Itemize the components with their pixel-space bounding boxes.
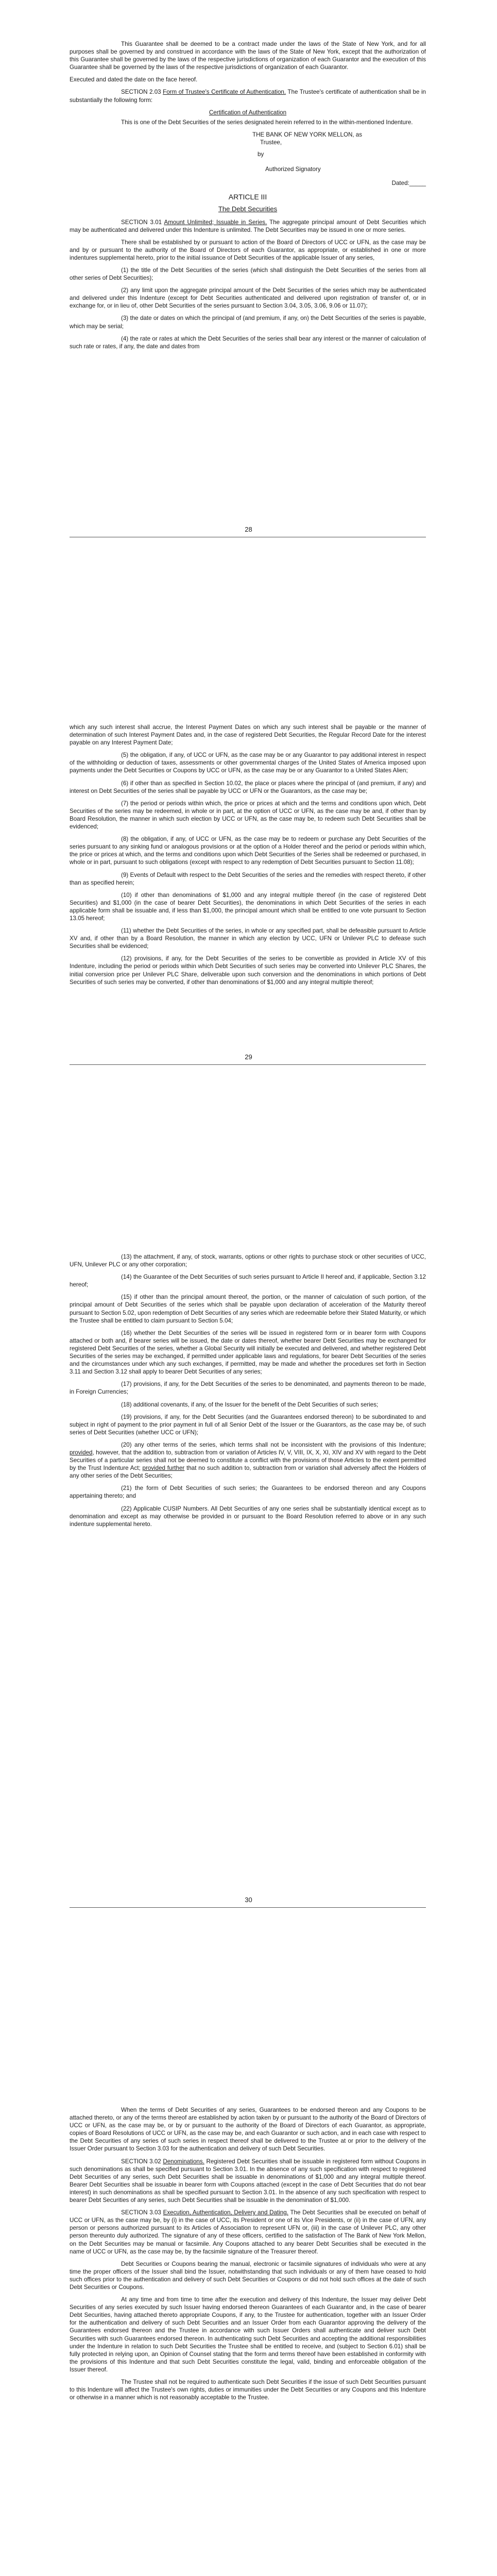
list-item-5: (5) the obligation, if any, of UCC or UFN, as the case may be or any Guarantor to pay additional interest in respect of the withholding or deduction of taxes, assessments or other governmental charges of the United States of America imposed upon payments under the Debt Securities or Coupons by UCC or UFN, as the case may be or any Guarantor to a United States Alien; (70, 752, 426, 774)
section-3-03-text: The Debt Securities shall be executed on behalf of UCC or UFN, as the case may be, by (i) in the case of UCC, its President or one of its Vice Presidents, or (ii) in the case of UFN, any person or persons authorized pursuant to its Articles of Association to represent UFN or, (iii) in the case of Unilever PLC, any other person thereunto duly authorized. The signature of any of these officers, certified to the satisfaction of The Bank of New York Mellon, on the Debt Securities may be manual or facsimile. Any Coupons attached to any bearer Debt Securities shall be executed in the name of UCC or UFN, as the case may be, by the facsimile signature of the Treasurer thereof. (70, 2209, 426, 2255)
article-title: The Debt Securities (218, 205, 278, 213)
coupons-signature-paragraph: Debt Securities or Coupons bearing the manual, electronic or facsimile signatures of individuals who were at any time the proper officers of the Issuer shall bind the Issuer, notwithstanding that such individuals or any of them have ceased to hold such offices prior to the authentication and delivery of such Debt Securities or Coupons or did not hold such offices at the date of such Debt Securities or Coupons. (70, 2260, 426, 2291)
page-28-content (70, 40, 426, 350)
certificate-title: Certification of Authentication (209, 109, 287, 116)
list-item-2: (2) any limit upon the aggregate principal amount of the Debt Securities of the series which may be authenticated and delivered under this Indenture (except for Debt Securities authenticated and delivered upon registration of transfer of, or in exchange for, or in lieu of, other Debt Securities of the series pursuant to Section 3.04, 3.05, 3.06, 9.06 or 11.07); (70, 287, 426, 310)
section-3-01-title: Amount Unlimited; Issuable in Series. (164, 218, 267, 226)
signature-block (252, 131, 426, 187)
page-30-rule (70, 1907, 426, 1908)
list-item-13: (13) the attachment, if any, of stock, warrants, options or other rights to purchase stock or other securities of UCC, UFN, Unilever PLC or any other corporation; (70, 1253, 426, 1268)
executed-dated-paragraph: Executed and dated the date on the face hereof. (70, 76, 198, 83)
section-3-02-title: Denominations. (163, 2158, 204, 2165)
signature-bank: THE BANK OF NEW YORK MELLON, as (252, 131, 363, 138)
section-3-03-paragraph (70, 2209, 426, 2256)
list-item-12: (12) provisions, if any, for the Debt Securities of the series to be convertible as provided in Article XV of this Indenture, including the period or periods within which Debt Securities of such series may be converted into Unilever PLC Shares, the initial conversion price per Unilever PLC Share, deliverable upon such conversion and the denominations in which portions of Debt Securities of such series may be converted, if other than denominations of $1,000 and any integral multiple thereof; (70, 955, 426, 986)
page-29-content (70, 723, 426, 986)
list-item-9: (9) Events of Default with respect to the Debt Securities of the series and the remedies with respect thereto, if other than as specified herein; (70, 871, 426, 886)
list-item-17: (17) provisions, if any, for the Debt Securities of the series to be denominated, and payments thereon to be made, in Foreign Currencies; (70, 1381, 426, 1396)
article-heading: ARTICLE III (228, 193, 267, 201)
item-20-provided-further: provided further (142, 1465, 185, 1472)
page-31 (0, 2106, 497, 2406)
section-3-01-paragraph (70, 218, 426, 234)
section-3-02-text: Registered Debt Securities shall be issuable in registered form without Coupons in such denominations as shall be specified pursuant to Section 3.01. In the absence of any such specification with respect to registered Debt Securities of any series, such Debt Securities shall be issuable in denominations of $1,000 and any integral multiple thereof. Bearer Debt Securities shall be issuable in bearer form with Coupons attached (except in the case of Debt Securities that do not bear interest) in such denominations as shall be specified pursuant to Section 3.01. In the absence of any such specification with respect to bearer Debt Securities of any series, such Debt Securities shall be issuable in the denomination of $1,000. (70, 2158, 426, 2204)
list-item-6: (6) if other than as specified in Section 10.02, the place or places where the principal of (and premium, if any) and interest on Debt Securities of the series shall be payable by UCC or UFN or the Guarantors, as the case may be; (70, 779, 426, 794)
page-29 (0, 723, 497, 991)
signature-by: by (258, 151, 264, 158)
governing-law-paragraph: This Guarantee shall be deemed to be a contract made under the laws of the State of New York, and for all purposes shall be governed by and construed in accordance with the laws of the State of New York, except that the authorization of this Guarantee shall be governed by the laws of the respective jurisdictions of organization of each Guarantor and the execution of this Guarantee shall be governed by the laws of the respective jurisdictions of organization of each Guarantor. (70, 41, 426, 71)
section-3-02-number: SECTION 3.02 (121, 2158, 163, 2165)
list-item-8: (8) the obligation, if any, of UCC or UFN, as the case may be to redeem or purchase any Debt Securities of the series pursuant to any sinking fund or analogous provisions or at the option of a Holder thereof and the period or periods within which, the price or prices at which, and the terms and conditions upon which Debt Securities of the Series shall be redeemed or purchased, in whole or in part, pursuant to such obligations (except with respect to any redemption of Debt Securities pursuant to Section 11.08); (70, 836, 426, 866)
list-item-4: (4) the rate or rates at which the Debt Securities of the series shall bear any interest or the manner of calculation of such rate or rates, if any, the date and dates from (70, 335, 426, 350)
item-20-text-c: that no such addition to, subtraction from or variation shall adversely affect the Holders of any other series of the Debt Securities; (70, 1465, 426, 1480)
list-item-3: (3) the date or dates on which the principal of (and premium, if any, on) the Debt Securities of the series is payable, which may be serial; (70, 315, 426, 330)
list-item-22: (22) Applicable CUSIP Numbers. All Debt Securities of any one series shall be substantially identical except as to denomination and except as may otherwise be provided in or pursuant to the Board Resolution referred to above or in any such indenture supplemental hereto. (70, 1505, 426, 1528)
section-3-01-text: The aggregate principal amount of Debt Securities which may be authenticated and delivered under this Indenture is unlimited. The Debt Securities may be issued in one or more series. (70, 218, 426, 233)
list-item-18: (18) additional covenants, if any, of the Issuer for the benefit of the Debt Securities of such series; (121, 1401, 379, 1408)
page-28 (0, 40, 497, 355)
page-30-content (70, 1253, 426, 1528)
section-3-01-number: SECTION 3.01 (121, 218, 164, 226)
section-2-03-text: The Trustee's certificate of authentication shall be in substantially the following form: (70, 89, 426, 104)
signature-authorized: Authorized Signatory (265, 166, 321, 173)
section-3-02-paragraph (70, 2158, 426, 2205)
page-31-content (70, 2106, 426, 2401)
list-item-14: (14) the Guarantee of the Debt Securities of such series pursuant to Article II hereof and, if applicable, Section 3.12 hereof; (70, 1274, 426, 1289)
list-item-1: (1) the title of the Debt Securities of the series (which shall distinguish the Debt Securities of the series from all other series of Debt Securities); (70, 266, 426, 282)
signature-trustee: Trustee, (260, 139, 282, 146)
list-item-11: (11) whether the Debt Securities of the series, in whole or any specified part, shall be defeasible pursuant to Article XV and, if other than by a Board Resolution, the manner in which any election by UCC, UFN or Unilever PLC to defease such Securities shall be evidenced; (70, 927, 426, 950)
list-item-10: (10) if other than denominations of $1,000 and any integral multiple thereof (in the case of registered Debt Securities) and $1,000 (in the case of bearer Debt Securities), the denominations in which Debt Securities of the series in each applicable form shall be issuable and, if less than $1,000, the principal amount which shall be entitled to one vote pursuant to Section 13.05 hereof; (70, 891, 426, 922)
list-item-19: (19) provisions, if any, for the Debt Securities (and the Guarantees endorsed thereon) to be subordinated to and subject in right of payment to the prior payment in full of all Senior Debt of the Issuer or the Guarantors, as the case may be, of such series of Debt Securities (whether UCC or UFN); (70, 1413, 426, 1436)
certificate-text: This is one of the Debt Securities of the series designated herein referred to in the within-mentioned Indenture. (121, 118, 413, 126)
list-item-16: (16) whether the Debt Securities of the series will be issued in registered form or in bearer form with Coupons attached or both and, if bearer series will be issued, the date or dates thereof, whether bearer Debt Securities may be exchanged for registered Debt Securities of the series, whether a Global Security will initially be executed and delivered, and whether registered Debt Securities of the series may be exchanged, if permitted under applicable laws and regulations, for bearer Debt Securities of the series and the circumstances under which any such exchanges, if permitted, may be made and whether the procedures set forth in Section 3.11 and Section 3.12 shall apply to bearer Debt Securities of any series; (70, 1329, 426, 1376)
trustee-not-required-paragraph: The Trustee shall not be required to authenticate such Debt Securities if the issue of such Debt Securities pursuant to this Indenture will affect the Trustee's own rights, duties or immunities under the Debt Securities or any Coupons and this Indenture or otherwise in a manner which is not reasonably acceptable to the Trustee. (70, 2379, 426, 2401)
page-number-29: 29 (245, 1053, 252, 1061)
item-20-text-b: , however, that the addition to, subtraction from or variation of Articles IV, V, VIII, IX, X, XI, XIV and XV with regard to the Debt Securities of a particular series shall not be deemed to constitute a conflict with the provisions of those Articles to the extent permitted by the Trust Indenture Act; (70, 1449, 426, 1472)
list-item-21: (21) the form of Debt Securities of such series; the Guarantees to be endorsed thereon and any Coupons appertaining thereto; and (70, 1485, 426, 1500)
list-item-15: (15) if other than the principal amount thereof, the portion, or the manner of calculation of such portion, of the principal amount of Debt Securities of the series which shall be payable upon declaration of acceleration of the Maturity thereof pursuant to Section 5.02, upon redemption of Debt Securities of any series which are redeemable before their Stated Maturity, or which the Trustee shall be entitled to claim pursuant to Section 5.04; (70, 1294, 426, 1324)
page-30 (0, 1253, 497, 1533)
section-3-03-title: Execution, Authentication, Delivery and Dating. (163, 2209, 288, 2216)
item-4-continuation: which any such interest shall accrue, the Interest Payment Dates on which any such interest shall be payable or the manner of determination of such Interest Payment Dates and, in the case of registered Debt Securities, the Regular Record Date for the interest payable on any Interest Payment Date; (70, 724, 426, 747)
section-2-03-number: SECTION 2.03 (121, 89, 163, 96)
delivery-paragraph: At any time and from time to time after the execution and delivery of this Indenture, the Issuer may deliver Debt Securities of any series executed by such Issuer having endorsed thereon Guarantees of each Guarantor and, in the case of bearer Debt Securities, having attached thereto appropriate Coupons, if any, to the Trustee for authentication, together with an Issuer Order for the authentication and delivery of such Debt Securities and an Issuer Order from each Guarantor approving the delivery of the Guarantees endorsed thereon and the Trustee in accordance with such Issuer Orders shall authenticate and deliver such Debt Securities with such Guarantees endorsed thereon. In authenticating such Debt Securities and accepting the additional responsibilities under the Indenture in relation to such Debt Securities the Trustee shall be entitled to receive, and (subject to Section 6.01) shall be fully protected in relying upon, an Opinion of Counsel stating that the form and terms thereof have been established in conformity with the provisions of this Indenture and that such Debt Securities constitute the legal, valid, binding and enforceable obligation of the Issuer thereof. (70, 2296, 426, 2373)
section-2-03-title: Form of Trustee's Certificate of Authentication. (163, 89, 286, 96)
signature-dated: Dated:_____ (391, 180, 426, 187)
page-number-30: 30 (245, 1896, 252, 1904)
terms-established-paragraph: When the terms of Debt Securities of any series, Guarantees to be endorsed thereon and any Coupons to be attached thereto, or any of the terms thereof are established by action taken by or pursuant to the authority of the Board of Directors of UCC or UFN, as the case may be, or by or pursuant to the authority of the Board of Directors of each Guarantor, as appropriate, copies of Board Resolutions of UCC or UFN, as the case may be, and each Guarantor or such action, and in each case with respect to the Debt Securities of any series of such series in respect thereof shall be delivered to the Trustee at or prior to the delivery of the Issuer Order pursuant to Section 3.03 for the authentication and delivery of such Debt Securities. (70, 2107, 426, 2153)
list-item-7: (7) the period or periods within which, the price or prices at which and the terms and conditions upon which, Debt Securities of the series may be redeemed, in whole or in part, at the option of UCC or UFN, as the case may be and, if other than by Board Resolution, the manner in which such election by UCC or UFN, as the case may be, to redeem such Debt Securities shall be evidenced; (70, 800, 426, 831)
list-item-20 (70, 1441, 426, 1480)
section-2-03-paragraph (70, 88, 426, 104)
page-number-28: 28 (245, 526, 252, 533)
section-3-03-number: SECTION 3.03 (121, 2209, 163, 2216)
page-29-rule (70, 1064, 426, 1065)
series-established-paragraph: There shall be established by or pursuant to action of the Board of Directors of UCC or UFN, as the case may be and by or pursuant to the authority of the Board of Directors of each Guarantor, as appropriate, or established in one or more indentures supplemental hereto, prior to the initial issuance of Debt Securities of the applicable Issuer of any series, (70, 239, 426, 261)
item-20-text-a: (20) any other terms of the series, which terms shall not be inconsistent with the provisions of this Indenture; (121, 1441, 426, 1448)
item-20-provided: provided (70, 1449, 93, 1456)
